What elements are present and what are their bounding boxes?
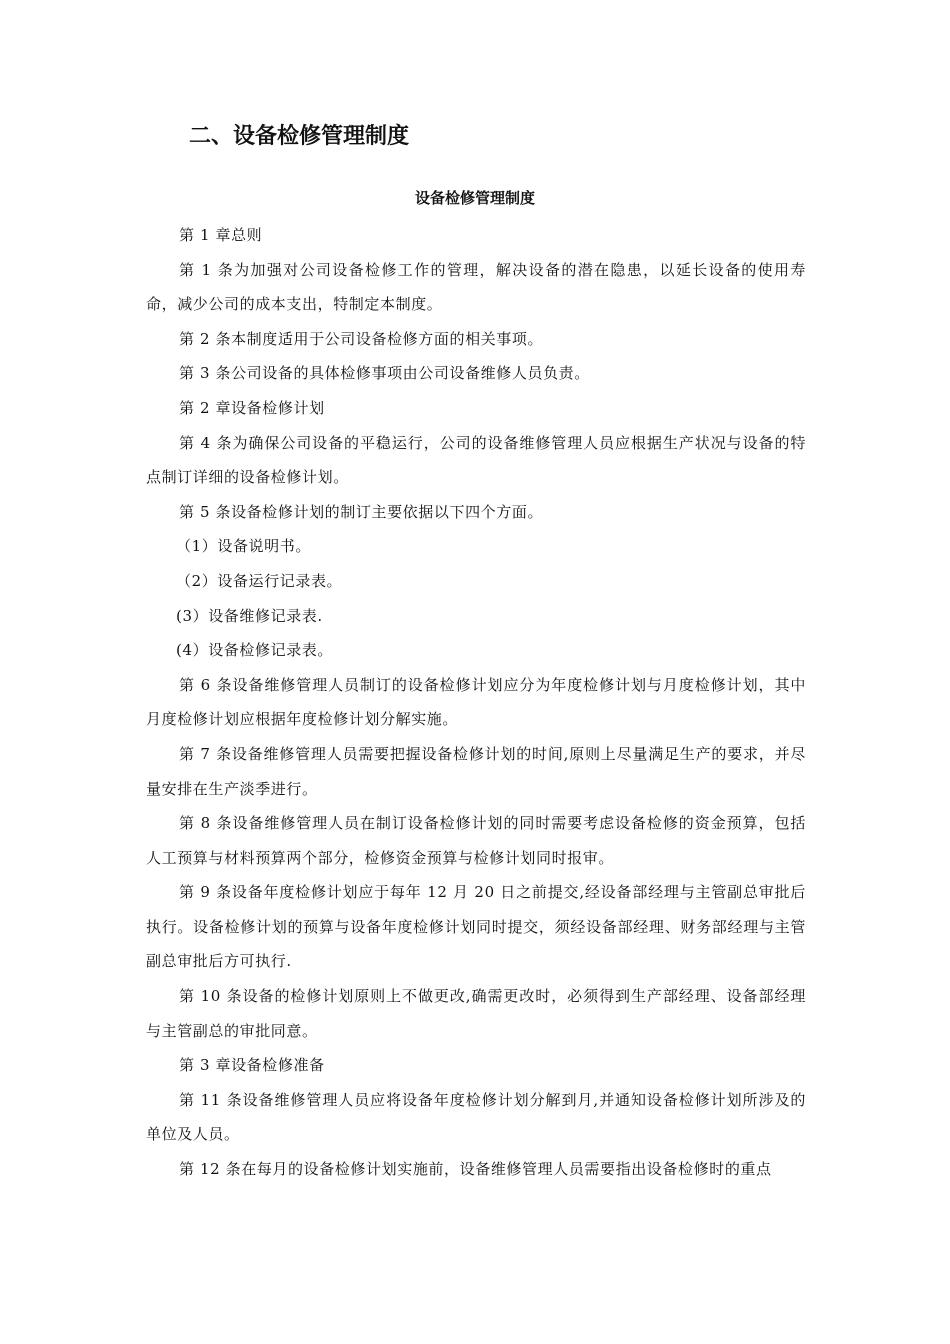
list-item: （2）设备运行记录表。 xyxy=(176,571,343,590)
article-paragraph: 第 2 条本制度适用于公司设备检修方面的相关事项。 xyxy=(179,329,544,348)
chapter-heading: 第 2 章设备检修计划 xyxy=(179,398,325,417)
article-paragraph: 第 5 条设备检修计划的制订主要依据以下四个方面。 xyxy=(179,502,544,521)
document-title: 设备检修管理制度 xyxy=(414,189,535,207)
chapter-heading: 第 3 章设备检修准备 xyxy=(179,1056,325,1075)
list-item: (3）设备维修记录表. xyxy=(176,606,323,625)
document-body xyxy=(146,218,806,1187)
article-paragraph: 第 12 条在每月的设备检修计划实施前，设备维修管理人员需要指出设备检修时的重点 xyxy=(179,1160,772,1179)
article-paragraph: 第 9 条设备年度检修计划应于每年 12 月 20 日之前提交,经设备部经理与主管副总审批后执行。设备检修计划的预算与设备年度检修计划同时提交，须经设备部经理、财务部经理与主管副总审批后方可执行. xyxy=(146,883,806,971)
section-heading: 二、设备检修管理制度 xyxy=(189,124,410,149)
article-paragraph: 第 8 条设备维修管理人员在制订设备检修计划的同时需要考虑设备检修的资金预算，包括人工预算与材料预算两个部分，检修资金预算与检修计划同时报审。 xyxy=(146,814,806,867)
article-paragraph: 第 1 条为加强对公司设备检修工作的管理，解决设备的潜在隐患，以延长设备的使用寿命，减少公司的成本支出，特制定本制度。 xyxy=(146,260,806,314)
list-item: （1）设备说明书。 xyxy=(176,537,311,556)
list-item: (4）设备检修记录表。 xyxy=(176,641,333,660)
article-paragraph: 第 6 条设备维修管理人员制订的设备检修计划应分为年度检修计划与月度检修计划，其中月度检修计划应根据年度检修计划分解实施。 xyxy=(146,675,806,729)
chapter-heading: 第 1 章总则 xyxy=(179,226,263,244)
article-paragraph: 第 11 条设备维修管理人员应将设备年度检修计划分解到月,并通知设备检修计划所涉及的单位及人员。 xyxy=(146,1090,806,1144)
article-paragraph: 第 3 条公司设备的具体检修事项由公司设备维修人员负责。 xyxy=(179,364,590,383)
article-paragraph: 第 4 条为确保公司设备的平稳运行，公司的设备维修管理人员应根据生产状况与设备的特点制订详细的设备检修计划。 xyxy=(146,433,806,487)
article-paragraph: 第 10 条设备的检修计划原则上不做更改,确需更改时，必须得到生产部经理、设备部经理与主管副总的审批同意。 xyxy=(146,987,806,1040)
article-paragraph: 第 7 条设备维修管理人员需要把握设备检修计划的时间,原则上尽量满足生产的要求，并尽量安排在生产淡季进行。 xyxy=(146,744,806,798)
